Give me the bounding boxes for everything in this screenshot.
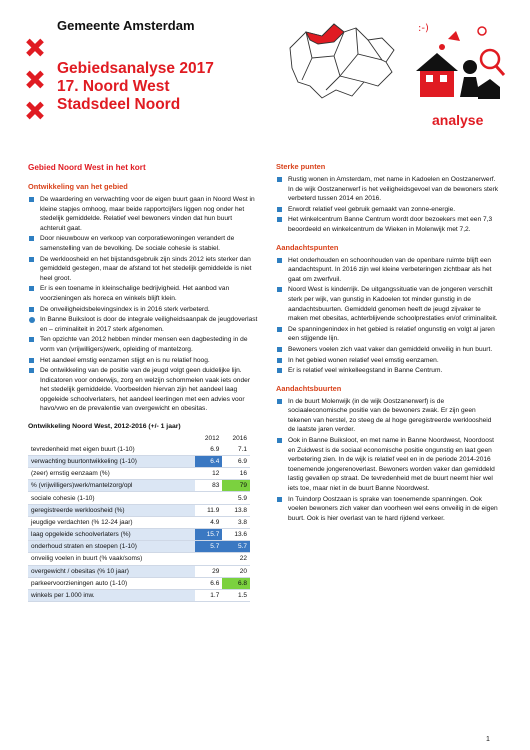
list-item: In Banne Buiksloot is door de integrale veiligheidsaanpak de jeugdoverlast en – criminaliteit in 2017 sterk afgenomen. [28, 315, 258, 334]
table-row: overgewicht / obesitas (% 10 jaar) 29 20 [28, 565, 250, 577]
table-row: onveilig voelen in buurt (% vaak/soms) 22 [28, 553, 250, 565]
header [0, 0, 530, 150]
list-item: De onveiligheidsbelevingsindex is in 2016 sterk verbeterd. [28, 305, 258, 315]
column-header-2016: 2016 [232, 434, 247, 442]
list-item: Ook in Banne Buiksloot, en met name in Banne Noordwest, Noordoost en Zuidwest is de sociaal economische positie ongunstig en laat geen verbetering zien. In de wijk is relatief veel en in de periode 2014-2016 toenemende jongerenoverlast. Bewoners worden vaker dan gemiddeld lastig gevallen op straat. De tevredenheid met de buurt neemt hier wel iets toe, maar niet in de buurt Banne Noordwest. [276, 436, 500, 494]
list-item: Het aandeel emstig eenzamen stijgt en is nu relatief hoog. [28, 356, 258, 366]
neighbourhoods-title: Aandachtsbuurten [276, 383, 342, 393]
development-list [28, 195, 258, 414]
attention-points-list [276, 256, 500, 376]
list-item: In het gebied wonen relatief veel emstig eenzamen. [276, 356, 500, 366]
table-row: tevredenheid met eigen buurt (1-10) 6.9 7.1 [28, 444, 250, 456]
bullet-icon [29, 368, 34, 373]
list-item: Door nieuwbouw en verkoop van corporatiewoningen verandert de samenstelling van de bevolking. De sociale cohesie is stabiel. [28, 234, 258, 253]
indicators-table [28, 434, 250, 602]
svg-text::-): :-) [418, 23, 429, 34]
municipality-name: Gemeente Amsterdam [57, 18, 195, 33]
table-title: Ontwikkeling Noord West, 2012-2016 (+/- 1 jaar) [28, 423, 181, 431]
right-column [276, 162, 500, 531]
bullet-icon [277, 347, 282, 352]
list-item: De spanningenindex in het gebied is relatief ongunstig en volgt al jaren een stijgende lijn. [276, 325, 500, 344]
bullet-icon [29, 236, 34, 241]
bullet-icon [277, 438, 282, 443]
column-header-2012: 2012 [204, 434, 220, 442]
bullet-icon [277, 358, 282, 363]
list-item: Ten opzichte van 2012 hebben minder mensen een dagbesteding in de vorm van (vrijwilligers)werk, opleiding of mantelzorg. [28, 335, 258, 354]
bullet-icon [277, 497, 282, 502]
list-item: Bewoners voelen zich vaat vaker dan gemiddeld onveilig in hun buurt. [276, 345, 500, 355]
table-row: geregistreerde werkloosheid (%) 11.9 13.8 [28, 504, 250, 516]
report-title: Gebiedsanalyse 2017 [57, 60, 214, 77]
page-number: 1 [486, 736, 490, 743]
list-item: De ontwikkeling van de positie van de jeugd volgt geen duidelijke lijn. Indicatoren voor onderwijs, zorg en welzijn schommelen vaak iets onder het stedelijk gemiddelde. Voorbeelden hiervan zijn het aandeel laag opgeleide schoolverlaters, het aandeel leerlingen met een advies voor havo/vwo en de prevalentie van overgewicht en obesitas. [28, 366, 258, 414]
table-row: verwachting buurtontwikkeling (1-10) 6.4 6.9 [28, 455, 250, 467]
bullet-icon [29, 286, 34, 291]
district-map-icon [282, 10, 402, 105]
bullet-icon [277, 258, 282, 263]
bullet-icon [29, 337, 34, 342]
list-item: Het winkelcentrum Banne Centrum wordt door bezoekers met een 7,3 beoordeeld en winkelcentrum de Wieken in Molenwijk met 7,2. [276, 215, 500, 234]
table-row: laag opgeleide schoolverlaters (%) 15.7 13.6 [28, 528, 250, 540]
list-item: De waardering en verwachting voor de eigen buurt gaan in Noord West in kleine stapjes omhoog, maar beide rapportcijfers liggen nog onder het stedelijk gemiddelde. Relatief veel bewoners vinden dat hun buurt achteruit gaat. [28, 195, 258, 233]
amsterdam-x-icon [26, 38, 44, 56]
list-item: In de buurt Molenwijk (in de wijk Oostzanerwerf) is de sociaaleconomische positie van de bewoners zwak. Er zijn geen tekenen van herstel, zo steeg de al hoge geregistreerde werkloosheid de laatste jaren verder. [276, 397, 500, 435]
bullet-icon [29, 257, 34, 262]
analyse-logo-label: analyse [432, 112, 484, 128]
analyse-logo-icon [412, 10, 508, 128]
neighbourhoods-list [276, 397, 500, 524]
bullet-icon [29, 197, 34, 202]
attention-points-title: Aandachtspunten [276, 242, 339, 252]
circle-bullet-icon [29, 317, 35, 323]
list-item: Rustig wonen in Amsterdam, met name in Kadoelen en Oostzanerwerf. In de wijk Oostzanerwerf is het veiligheidsgevoel van de bewoners sterk verbeterd tussen 2014 en 2016. [276, 175, 500, 204]
table-row: jeugdige verdachten (% 12-24 jaar) 4.9 3.8 [28, 516, 250, 528]
section-title: Gebied Noord West in het kort [28, 163, 146, 172]
list-item: De werkloosheid en het bijstandsgebruik zijn sinds 2012 iets sterker dan gemiddeld gestegen, maar de afstand tot het stedelijk gemiddelde is niet heel groot. [28, 255, 258, 284]
bullet-icon [277, 217, 282, 222]
district-title: Stadsdeel Noord [57, 96, 181, 113]
table-row: winkels per 1.000 inw. 1.7 1.5 [28, 589, 250, 601]
list-item: Er is een toename in kleinschalige bedrijvigheid. Het aanbod van voorzieningen als horeca en winkels blijft klein. [28, 284, 258, 303]
bullet-icon [277, 177, 282, 182]
bullet-icon [277, 287, 282, 292]
list-item: Erwordt relatief veel gebruik gemaakt van zonne-energie. [276, 205, 500, 215]
table-row: % (vrijwilligers)werk/mantelzorg/opl 83 79 [28, 480, 250, 492]
strong-points-list [276, 175, 500, 235]
list-item: In Tuindorp Oostzaan is sprake van toenemende spanningen. Ook voelen bewoners zich vaker dan voorheen wel eens onveilig in de eigen buurt. Ook is hier overlast van te hard rijdend verkeer. [276, 495, 500, 524]
bullet-icon [277, 368, 282, 373]
amsterdam-x-icon [26, 70, 44, 88]
table-row: sociale cohesie (1-10) 5.9 [28, 492, 250, 504]
bullet-icon [277, 327, 282, 332]
bullet-icon [277, 207, 282, 212]
subsection-title: Ontwikkeling van het gebied [28, 182, 128, 191]
bullet-icon [29, 307, 34, 312]
list-item: Noord West is kinderrijk. De uitgangssituatie van de jongeren verschilt sterk per wijk, van gunstig in Kadoelen tot minder gunstig in de aandachtsbuurten. Gemiddeld genomen heeft de jeugd zijvaker te maken met obesitas, achterblijvende schoolprestaties en/of criminaliteit. [276, 285, 500, 323]
left-column [28, 162, 258, 602]
strong-points-title: Sterke punten [276, 162, 326, 171]
table-row: (zeer) ernstig eenzaam (%) 12 16 [28, 468, 250, 480]
bullet-icon [277, 399, 282, 404]
table-row: parkeervoorzieningen auto (1-10) 6.6 6.8 [28, 577, 250, 589]
amsterdam-x-icon [26, 101, 44, 119]
table-row: onderhoud straten en stoepen (1-10) 5.7 5.7 [28, 541, 250, 553]
list-item: Het onderhouden en schoonhouden van de openbare ruimte blijft een aandachtspunt. In 2016 zijn wel kleine verbeteringen zichtbaar als het gaat om zwerfvuil. [276, 256, 500, 285]
area-title: 17. Noord West [57, 78, 170, 95]
table-header-row [28, 434, 250, 444]
list-item: Er is relatief veel winkelleegstand in Banne Centrum. [276, 366, 500, 376]
bullet-icon [29, 358, 34, 363]
